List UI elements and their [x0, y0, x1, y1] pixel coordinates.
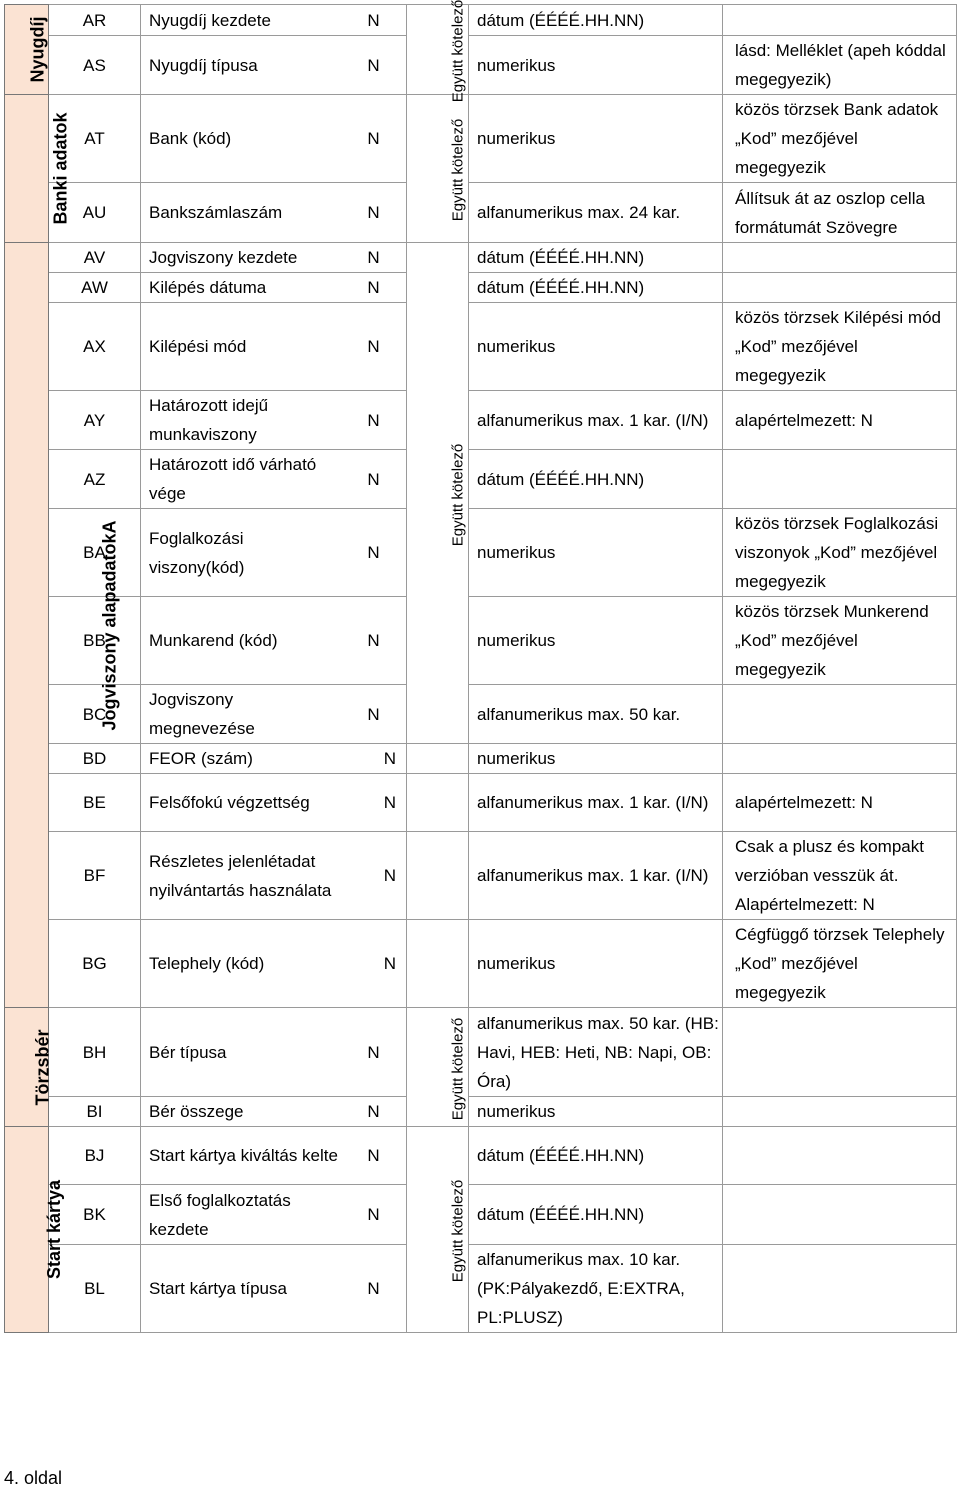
field-code: BD	[49, 744, 141, 774]
table-row	[5, 95, 957, 183]
field-code: AY	[49, 391, 141, 450]
table-row	[5, 273, 957, 303]
field-type: numerikus	[469, 744, 723, 774]
table-row	[5, 744, 957, 774]
field-note	[723, 1097, 957, 1127]
field-note	[723, 685, 957, 744]
field-type: numerikus	[469, 303, 723, 391]
field-code: BK	[49, 1185, 141, 1245]
table-row	[5, 1127, 957, 1185]
field-code: BH	[49, 1008, 141, 1097]
field-note: Állítsuk át az oszlop cella formátumát Szövegre	[723, 183, 957, 243]
field-code: AW	[49, 273, 141, 303]
field-note	[723, 450, 957, 509]
field-name: Munkarend (kód)	[141, 597, 341, 685]
field-name: Nyugdíj típusa	[141, 36, 341, 95]
field-name: Foglalkozási viszony(kód)	[141, 509, 341, 597]
field-name: Bér összege	[141, 1097, 341, 1127]
field-type: alfanumerikus max. 1 kar. (I/N)	[469, 832, 723, 920]
field-code: BJ	[49, 1127, 141, 1185]
field-type: dátum (ÉÉÉÉ.HH.NN)	[469, 243, 723, 273]
field-code: AX	[49, 303, 141, 391]
group-mandatory-empty	[407, 744, 469, 774]
field-mandatory: N	[341, 832, 407, 920]
field-type: numerikus	[469, 1097, 723, 1127]
field-name: Nyugdíj kezdete	[141, 5, 341, 36]
group-mandatory-empty	[407, 774, 469, 832]
field-code: AT	[49, 95, 141, 183]
field-mandatory: N	[341, 1127, 407, 1185]
table-row	[5, 183, 957, 243]
section-label-text: Nyugdíj	[27, 16, 48, 83]
field-mandatory: N	[341, 509, 407, 597]
page-number: 4. oldal	[4, 1468, 63, 1488]
field-note	[723, 1127, 957, 1185]
field-type: dátum (ÉÉÉÉ.HH.NN)	[469, 273, 723, 303]
table-row	[5, 243, 957, 273]
group-mandatory-empty	[407, 920, 469, 1008]
group-mandatory-text: Együtt kötelező	[449, 0, 467, 103]
field-name: Részletes jelenlétadat nyilvántartás használata	[141, 832, 341, 920]
field-name: Jogviszony megnevezése	[141, 685, 341, 744]
field-name: Start kártya kiváltás kelte	[141, 1127, 341, 1185]
field-name: Első foglalkoztatás kezdete	[141, 1185, 341, 1245]
field-name: FEOR (szám)	[141, 744, 341, 774]
field-type: numerikus	[469, 597, 723, 685]
section-label	[5, 1127, 65, 1333]
field-type: dátum (ÉÉÉÉ.HH.NN)	[469, 1185, 723, 1245]
field-mandatory: N	[341, 36, 407, 95]
group-mandatory-label	[407, 0, 469, 103]
field-type: dátum (ÉÉÉÉ.HH.NN)	[469, 1127, 723, 1185]
field-mandatory: N	[341, 391, 407, 450]
field-type: alfanumerikus max. 50 kar.	[469, 685, 723, 744]
field-mandatory: N	[341, 685, 407, 744]
field-mandatory: N	[341, 1245, 407, 1333]
table-row	[5, 36, 957, 95]
table-row	[5, 1097, 957, 1127]
field-note	[723, 5, 957, 36]
field-mandatory: N	[341, 243, 407, 273]
section-label	[5, 5, 49, 95]
section-label	[5, 95, 71, 243]
group-mandatory-text: Együtt kötelező	[449, 118, 467, 222]
field-code: BG	[49, 920, 141, 1008]
field-code: BF	[49, 832, 141, 920]
field-note: alapértelmezett: N	[723, 774, 957, 832]
field-type: alfanumerikus max. 24 kar.	[469, 183, 723, 243]
field-code: AR	[49, 5, 141, 36]
field-name: Felsőfokú végzettség	[141, 774, 341, 832]
table-row	[5, 509, 957, 597]
field-name: Határozott idő várható vége	[141, 450, 341, 509]
field-mandatory: N	[341, 303, 407, 391]
field-note: közös törzsek Bank adatok „Kod” mezőjével megegyezik	[723, 95, 957, 183]
field-mandatory: N	[341, 1097, 407, 1127]
field-code: BC	[49, 685, 141, 744]
field-note	[723, 1008, 957, 1097]
field-note: közös törzsek Foglalkozási viszonyok „Kod” mezőjével megegyezik	[723, 509, 957, 597]
field-note: lásd: Melléklet (apeh kóddal megegyezik)	[723, 36, 957, 95]
field-spec-table	[4, 0, 957, 1333]
section-label-text: Jogviszony alapadatokA	[99, 519, 120, 731]
field-mandatory: N	[341, 1008, 407, 1097]
table-row	[5, 1008, 957, 1097]
group-mandatory-text: Együtt kötelező	[449, 1179, 467, 1283]
field-type: dátum (ÉÉÉÉ.HH.NN)	[469, 5, 723, 36]
field-type: dátum (ÉÉÉÉ.HH.NN)	[469, 450, 723, 509]
group-mandatory-empty	[407, 832, 469, 920]
table-row	[5, 1245, 957, 1333]
field-mandatory: N	[341, 1185, 407, 1245]
field-note	[723, 1245, 957, 1333]
field-name: Start kártya típusa	[141, 1245, 341, 1333]
field-mandatory: N	[341, 5, 407, 36]
table-row	[5, 1185, 957, 1245]
field-code: BI	[49, 1097, 141, 1127]
table-row	[5, 303, 957, 391]
field-type: alfanumerikus max. 1 kar. (I/N)	[469, 391, 723, 450]
field-type: alfanumerikus max. 10 kar. (PK:Pályakezdő, E:EXTRA, PL:PLUSZ)	[469, 1245, 723, 1333]
field-note: Cégfüggő törzsek Telephely „Kod” mezőjével megegyezik	[723, 920, 957, 1008]
field-code: AU	[49, 183, 141, 243]
field-note	[723, 744, 957, 774]
field-code: AS	[49, 36, 141, 95]
group-mandatory-label	[407, 1008, 469, 1127]
table-row	[5, 920, 957, 1008]
field-mandatory: N	[341, 450, 407, 509]
field-code: BA	[49, 509, 141, 597]
section-label-text: Banki adatok	[50, 112, 71, 225]
field-type: numerikus	[469, 36, 723, 95]
group-mandatory-label	[407, 95, 469, 243]
field-name: Bér típusa	[141, 1008, 341, 1097]
field-mandatory: N	[341, 273, 407, 303]
field-type: numerikus	[469, 95, 723, 183]
field-type: alfanumerikus max. 50 kar. (HB: Havi, HEB: Heti, NB: Napi, OB: Óra)	[469, 1008, 723, 1097]
field-note: alapértelmezett: N	[723, 391, 957, 450]
field-note	[723, 273, 957, 303]
field-type: numerikus	[469, 920, 723, 1008]
field-note: közös törzsek Kilépési mód „Kod” mezőjével megegyezik	[723, 303, 957, 391]
field-note	[723, 1185, 957, 1245]
table-row	[5, 685, 957, 744]
field-code: BE	[49, 774, 141, 832]
field-code: BB	[49, 597, 141, 685]
field-mandatory: N	[341, 920, 407, 1008]
section-label-text: Törzsbér	[32, 1028, 53, 1106]
group-mandatory-label	[407, 243, 469, 744]
field-mandatory: N	[341, 597, 407, 685]
table-row	[5, 597, 957, 685]
field-type: numerikus	[469, 509, 723, 597]
field-mandatory: N	[341, 744, 407, 774]
field-name: Kilépési mód	[141, 303, 341, 391]
field-name: Bank (kód)	[141, 95, 341, 183]
field-code: AV	[49, 243, 141, 273]
group-mandatory-text: Együtt kötelező	[449, 1017, 467, 1120]
field-name: Jogviszony kezdete	[141, 243, 341, 273]
group-mandatory-text: Együtt kötelező	[449, 443, 467, 546]
field-name: Telephely (kód)	[141, 920, 341, 1008]
field-note: közös törzsek Munkerend „Kod” mezőjével megegyezik	[723, 597, 957, 685]
group-mandatory-label	[407, 1127, 469, 1333]
field-type: alfanumerikus max. 1 kar. (I/N)	[469, 774, 723, 832]
table-row	[5, 450, 957, 509]
section-label	[5, 1008, 53, 1127]
field-name: Bankszámlaszám	[141, 183, 341, 243]
field-name: Határozott idejű munkaviszony	[141, 391, 341, 450]
table-row	[5, 5, 957, 36]
field-mandatory: N	[341, 95, 407, 183]
field-mandatory: N	[341, 183, 407, 243]
table-row	[5, 832, 957, 920]
table-row	[5, 391, 957, 450]
field-mandatory: N	[341, 774, 407, 832]
field-code: BL	[49, 1245, 141, 1333]
field-name: Kilépés dátuma	[141, 273, 341, 303]
field-note: Csak a plusz és kompakt verzióban vesszük át. Alapértelmezett: N	[723, 832, 957, 920]
table-row	[5, 774, 957, 832]
field-code: AZ	[49, 450, 141, 509]
field-note	[723, 243, 957, 273]
section-label-text: Start kártya	[44, 1179, 65, 1280]
